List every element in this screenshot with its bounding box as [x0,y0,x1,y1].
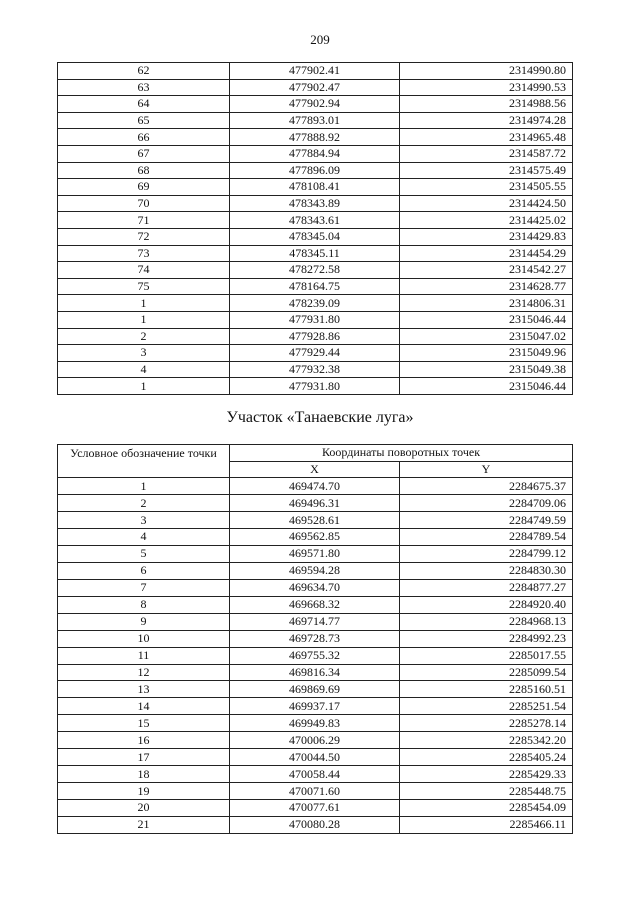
point-cell: 16 [58,732,230,749]
x-coordinate-cell: 469937.17 [230,698,400,715]
y-coordinate-cell: 2284709.06 [400,495,573,512]
x-coordinate-cell: 469634.70 [230,579,400,596]
table-row [58,698,573,715]
point-cell: 20 [58,800,230,817]
x-coordinate-cell: 477902.47 [230,79,400,96]
point-cell: 11 [58,647,230,664]
y-coordinate-cell: 2314628.77 [400,278,573,295]
y-coordinate-cell: 2284799.12 [400,545,573,562]
point-cell: 17 [58,749,230,766]
y-coordinate-cell: 2314965.48 [400,129,573,146]
y-coordinate-cell: 2284830.30 [400,562,573,579]
point-cell: 15 [58,715,230,732]
table-row [58,647,573,664]
x-coordinate-cell: 477884.94 [230,145,400,162]
table-row [58,545,573,562]
x-coordinate-cell: 477931.80 [230,378,400,395]
table-row [58,278,573,295]
y-coordinate-cell: 2285160.51 [400,681,573,698]
y-coordinate-cell: 2285251.54 [400,698,573,715]
y-coordinate-cell: 2285466.11 [400,816,573,833]
x-coordinate-cell: 469594.28 [230,562,400,579]
table-row [58,162,573,179]
table-row [58,495,573,512]
point-cell: 6 [58,562,230,579]
table-row [58,681,573,698]
y-coordinate-cell: 2315049.38 [400,361,573,378]
coordinates-table-tanaevskie [57,444,573,834]
table-row [58,749,573,766]
point-cell: 71 [58,212,230,229]
point-cell: 66 [58,129,230,146]
x-coordinate-cell: 477902.41 [230,63,400,80]
table-row [58,245,573,262]
x-coordinate-cell: 477929.44 [230,345,400,362]
point-cell: 21 [58,816,230,833]
table-row [58,145,573,162]
x-coordinate-cell: 477928.86 [230,328,400,345]
table-row [58,478,573,495]
table-row [58,129,573,146]
point-cell: 7 [58,579,230,596]
coordinates-table-body [58,478,573,834]
point-cell: 68 [58,162,230,179]
x-coordinate-cell: 478272.58 [230,262,400,279]
y-coordinate-cell: 2314454.29 [400,245,573,262]
point-cell: 14 [58,698,230,715]
point-cell: 63 [58,79,230,96]
point-cell: 62 [58,63,230,80]
x-coordinate-cell: 478343.89 [230,195,400,212]
point-cell: 67 [58,145,230,162]
y-coordinate-cell: 2314988.56 [400,96,573,113]
x-coordinate-cell: 469562.85 [230,529,400,546]
y-coordinate-cell: 2315047.02 [400,328,573,345]
point-cell: 18 [58,766,230,783]
point-cell: 72 [58,228,230,245]
y-coordinate-cell: 2315046.44 [400,378,573,395]
y-coordinate-cell: 2285405.24 [400,749,573,766]
y-coordinate-cell: 2314587.72 [400,145,573,162]
point-cell: 12 [58,664,230,681]
y-coordinate-cell: 2285429.33 [400,766,573,783]
table-row [58,361,573,378]
header-y-label: Y [400,461,573,478]
y-coordinate-cell: 2284749.59 [400,512,573,529]
point-cell: 64 [58,96,230,113]
table-row [58,328,573,345]
y-coordinate-cell: 2285278.14 [400,715,573,732]
point-cell: 9 [58,613,230,630]
y-coordinate-cell: 2314429.83 [400,228,573,245]
point-cell: 1 [58,378,230,395]
point-cell: 74 [58,262,230,279]
table-row [58,212,573,229]
table-row [58,179,573,196]
y-coordinate-cell: 2314974.28 [400,112,573,129]
table-row [58,630,573,647]
table-row [58,512,573,529]
coordinates-table-continued [57,62,573,395]
point-cell: 2 [58,328,230,345]
y-coordinate-cell: 2314425.02 [400,212,573,229]
y-coordinate-cell: 2284992.23 [400,630,573,647]
table-row [58,715,573,732]
point-cell: 1 [58,295,230,312]
point-cell: 5 [58,545,230,562]
y-coordinate-cell: 2314424.50 [400,195,573,212]
table-row [58,529,573,546]
x-coordinate-cell: 469571.80 [230,545,400,562]
x-coordinate-cell: 469869.69 [230,681,400,698]
point-cell: 13 [58,681,230,698]
y-coordinate-cell: 2284920.40 [400,596,573,613]
x-coordinate-cell: 470071.60 [230,783,400,800]
y-coordinate-cell: 2314542.27 [400,262,573,279]
table-row [58,63,573,80]
point-cell: 3 [58,345,230,362]
x-coordinate-cell: 470080.28 [230,816,400,833]
point-cell: 19 [58,783,230,800]
x-coordinate-cell: 469755.32 [230,647,400,664]
table-row [58,295,573,312]
table-row [58,228,573,245]
x-coordinate-cell: 478239.09 [230,295,400,312]
point-cell: 65 [58,112,230,129]
header-coordinates-label: Координаты поворотных точек [230,445,573,462]
point-cell: 1 [58,311,230,328]
table-row [58,112,573,129]
point-cell: 4 [58,361,230,378]
y-coordinate-cell: 2285454.09 [400,800,573,817]
page-number: 209 [310,32,330,47]
table-row [58,311,573,328]
x-coordinate-cell: 477888.92 [230,129,400,146]
x-coordinate-cell: 469949.83 [230,715,400,732]
point-cell: 4 [58,529,230,546]
y-coordinate-cell: 2284789.54 [400,529,573,546]
x-coordinate-cell: 470077.61 [230,800,400,817]
point-cell: 2 [58,495,230,512]
table-row [58,816,573,833]
x-coordinate-cell: 470058.44 [230,766,400,783]
table-row [58,262,573,279]
x-coordinate-cell: 478345.11 [230,245,400,262]
table-row [58,766,573,783]
x-coordinate-cell: 469528.61 [230,512,400,529]
y-coordinate-cell: 2314505.55 [400,179,573,196]
point-cell: 8 [58,596,230,613]
x-coordinate-cell: 477931.80 [230,311,400,328]
point-cell: 69 [58,179,230,196]
x-coordinate-cell: 478164.75 [230,278,400,295]
point-cell: 73 [58,245,230,262]
x-coordinate-cell: 477896.09 [230,162,400,179]
y-coordinate-cell: 2315046.44 [400,311,573,328]
x-coordinate-cell: 469496.31 [230,495,400,512]
point-cell: 1 [58,478,230,495]
y-coordinate-cell: 2285448.75 [400,783,573,800]
table-row [58,613,573,630]
table-row [58,79,573,96]
x-coordinate-cell: 469728.73 [230,630,400,647]
y-coordinate-cell: 2284968.13 [400,613,573,630]
x-coordinate-cell: 469714.77 [230,613,400,630]
table-row [58,378,573,395]
table-row [58,664,573,681]
table-row [58,195,573,212]
x-coordinate-cell: 477902.94 [230,96,400,113]
point-cell: 70 [58,195,230,212]
point-cell: 3 [58,512,230,529]
y-coordinate-cell: 2314575.49 [400,162,573,179]
y-coordinate-cell: 2314990.53 [400,79,573,96]
x-coordinate-cell: 469474.70 [230,478,400,495]
x-coordinate-cell: 478108.41 [230,179,400,196]
x-coordinate-cell: 478343.61 [230,212,400,229]
table-row [58,579,573,596]
table-row [58,345,573,362]
x-coordinate-cell: 478345.04 [230,228,400,245]
x-coordinate-cell: 469816.34 [230,664,400,681]
table-row [58,562,573,579]
y-coordinate-cell: 2284675.37 [400,478,573,495]
section-title: Участок «Танаевские луга» [226,409,414,426]
table-row [58,732,573,749]
coordinates-table-body [58,63,573,395]
x-coordinate-cell: 470006.29 [230,732,400,749]
x-coordinate-cell: 477893.01 [230,112,400,129]
x-coordinate-cell: 469668.32 [230,596,400,613]
x-coordinate-cell: 470044.50 [230,749,400,766]
header-point-label: Условное обозначение точки [58,445,230,478]
header-x-label: X [230,461,400,478]
point-cell: 75 [58,278,230,295]
table-row [58,800,573,817]
y-coordinate-cell: 2314806.31 [400,295,573,312]
table-row [58,783,573,800]
y-coordinate-cell: 2285342.20 [400,732,573,749]
table-row [58,596,573,613]
table-row [58,96,573,113]
y-coordinate-cell: 2314990.80 [400,63,573,80]
y-coordinate-cell: 2285099.54 [400,664,573,681]
x-coordinate-cell: 477932.38 [230,361,400,378]
y-coordinate-cell: 2315049.96 [400,345,573,362]
y-coordinate-cell: 2284877.27 [400,579,573,596]
y-coordinate-cell: 2285017.55 [400,647,573,664]
point-cell: 10 [58,630,230,647]
